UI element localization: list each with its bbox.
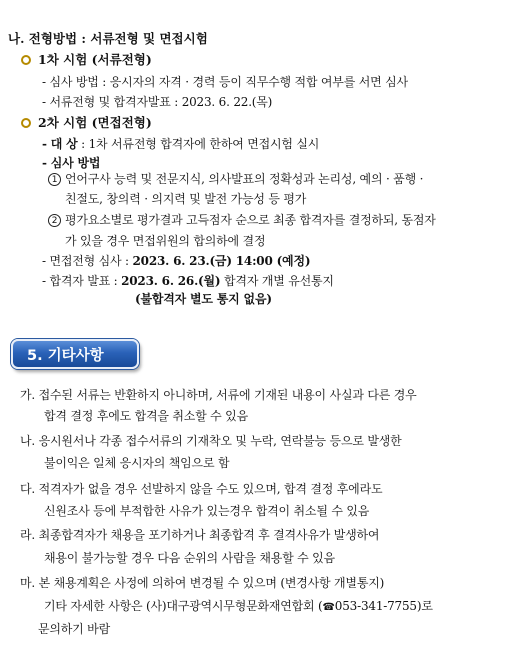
phone-icon: ☎ — [322, 602, 335, 613]
final-announce-rest: 합격자 개별 유선통지 — [220, 274, 334, 288]
list-item-ra-line2: 채용이 불가능할 경우 다음 순위의 사람을 채용할 수 있음 — [44, 551, 335, 565]
interview-date-label: - 면접전형 심사 : — [42, 254, 133, 268]
list-item-ga-line2: 합격 결정 후에도 합격을 취소할 수 있음 — [44, 409, 248, 423]
final-announce-label: - 합격자 발표 : — [42, 274, 122, 288]
interview-date-line — [42, 253, 310, 269]
final-announce-line — [42, 273, 334, 289]
list-item-ra-line1: 라. 최종합격자가 채용을 포기하거나 최종합격 후 결격사유가 발생하여 — [20, 528, 380, 542]
list-item-da-line2: 신원조사 등에 부적합한 사유가 있는경우 합격이 취소될 수 있음 — [44, 504, 370, 518]
circle-bullet-icon — [21, 55, 31, 65]
method-item-2-line1 — [48, 212, 436, 228]
method-item-1-line2: 친절도, 창의력 · 의지력 및 발전 가능성 등 평가 — [65, 192, 307, 206]
method-item-1-text: 언어구사 능력 및 전문지식, 의사발표의 정확성과 논리성, 예의 · 품행 · — [65, 172, 424, 186]
method-label: - 심사 방법 — [42, 156, 101, 170]
contact-phone: 053-341-7755)로 — [334, 599, 433, 613]
list-item-da-line1: 다. 적격자가 없을 경우 선발하지 않을 수도 있으며, 합격 결정 후에라도 — [20, 482, 383, 496]
list-item-ma-line1: 마. 본 채용계획은 사정에 의하여 변경될 수 있으며 (변경사항 개별통지) — [20, 576, 385, 590]
list-item-ga-line1: 가. 접수된 서류는 반환하지 아니하며, 서류에 기재된 내용이 사실과 다른 경우 — [20, 388, 417, 402]
circled-number-2-icon: 2 — [48, 214, 61, 227]
target-text: : 1차 서류전형 합격자에 한하여 면접시험 실시 — [81, 137, 320, 151]
stage2-title: 2차 시험 (면접전형) — [38, 115, 152, 130]
final-announce-date: 2023. 6. 26.(월) — [121, 274, 221, 288]
circle-bullet-icon — [21, 118, 31, 128]
target-label: - 대 상 — [42, 137, 78, 151]
section-5-title-badge: 5. 기타사항 — [11, 339, 139, 369]
list-item-ma-line2 — [44, 598, 433, 616]
list-item-na-line1: 나. 응시원서나 각종 접수서류의 기재착오 및 누락, 연락불능 등으로 발생한 — [20, 434, 402, 448]
list-item-na-line2: 불이익은 일체 응시자의 책임으로 함 — [44, 456, 230, 470]
stage1-title: 1차 시험 (서류전형) — [38, 52, 152, 67]
method-item-1-line1 — [48, 171, 423, 187]
stage2-target-line — [42, 136, 319, 152]
method-item-2-text: 평가요소별로 평가결과 고득점자 순으로 최종 합격자를 결정하되, 동점자 — [65, 213, 436, 227]
stage1-method-line: - 심사 방법 : 응시자의 자격 · 경력 등이 직무수행 적합 여부를 서면 심사 — [42, 75, 408, 89]
circled-number-1-icon: 1 — [48, 173, 61, 186]
stage1-announce-line: - 서류전형 및 합격자발표 : 2023. 6. 22.(목) — [42, 95, 273, 109]
contact-text: 기타 자세한 사항은 (사)대구광역시무형문화재연합회 ( — [44, 599, 323, 613]
list-item-ma-line3: 문의하기 바람 — [38, 622, 110, 636]
method-item-2-line2: 가 있을 경우 면접위원의 합의하에 결정 — [65, 234, 266, 248]
section-heading-screening-method: 나. 전형방법 : 서류전형 및 면접시험 — [8, 31, 208, 46]
final-announce-note: (불합격자 별도 통지 없음) — [135, 292, 272, 306]
interview-date-value: 2023. 6. 23.(금) 14:00 (예정) — [132, 254, 311, 268]
